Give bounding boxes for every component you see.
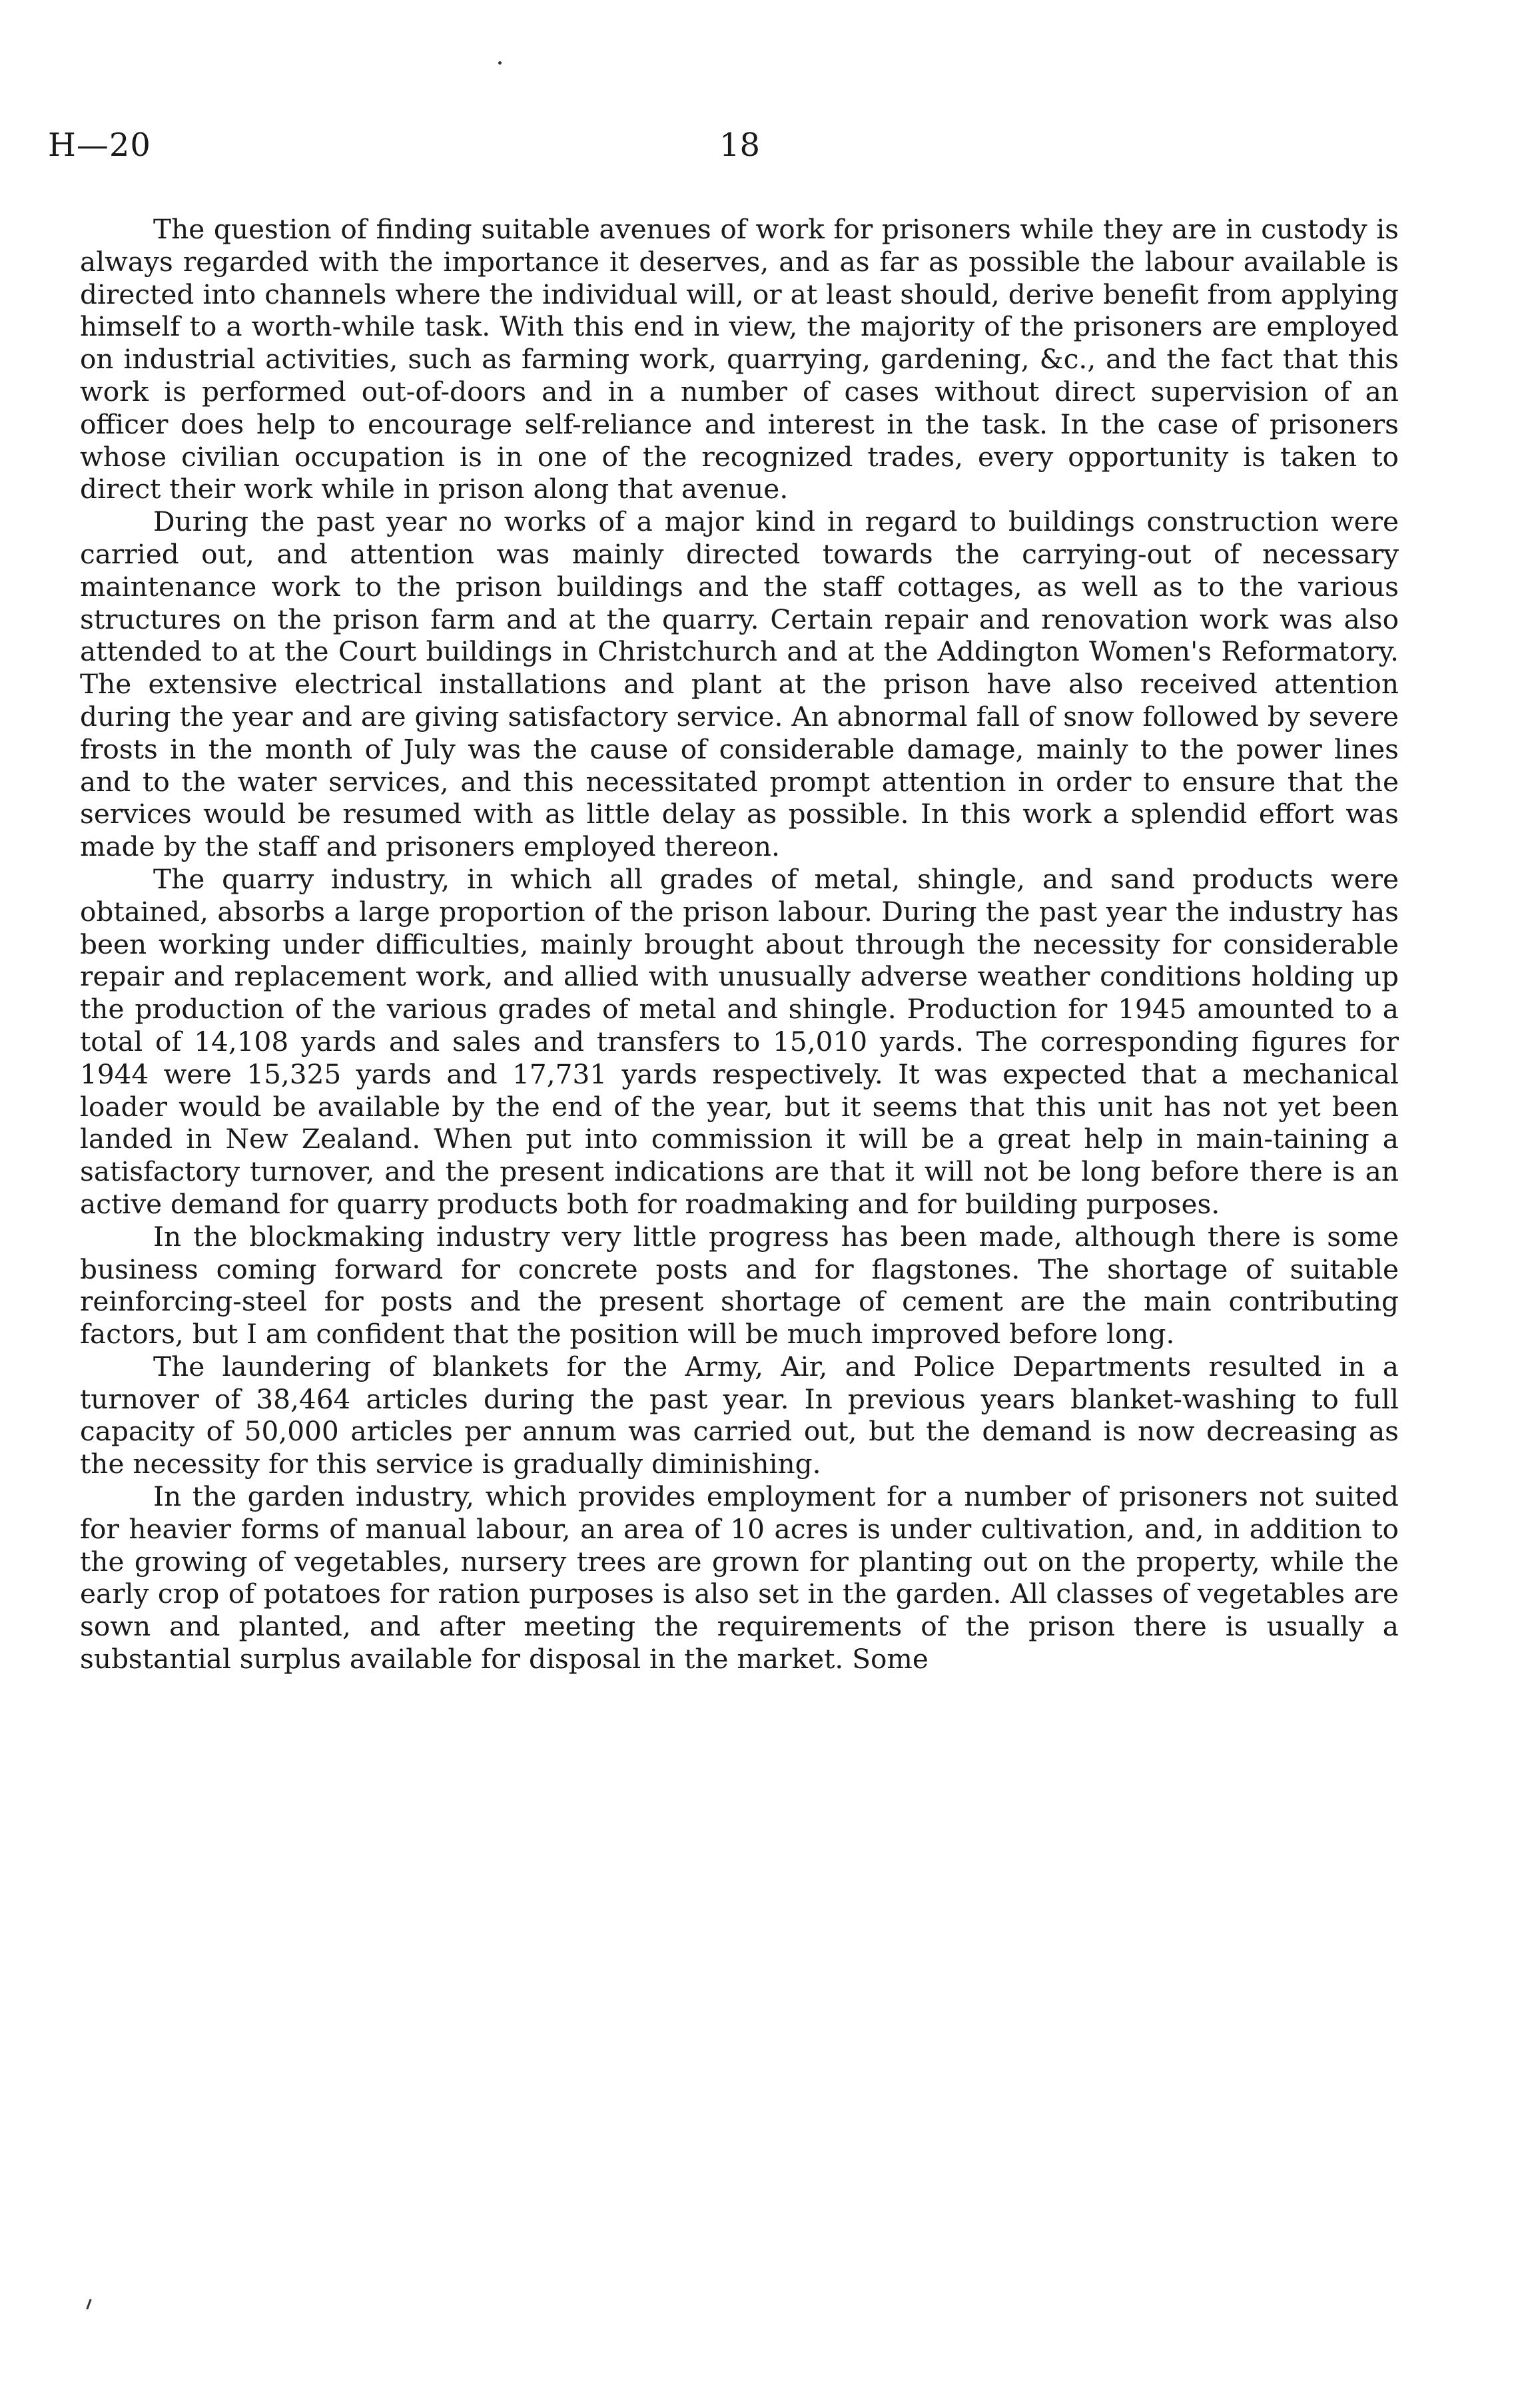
paragraph-work-avenues: The question of finding suitable avenues of work for prisoners while they are in custody is always regarded with the importance it deserves, and as far as possible the labour available is directed into channels where the individual will, or at least should, derive benefit from applying himself to a worth-while task. With this end in view, the majority of the prisoners are employed on industrial activities, such as farming work, quarrying, gardening, &c., and the fact that this work is performed out-of-doors and in a number of cases without direct supervision of an officer does help to encourage self-reliance and interest in the task. In the case of prisoners whose civilian occupation is in one of the recognized trades, every opportunity is taken to direct their work while in prison along that avenue. [80,213,1399,505]
paragraph-quarry-industry: The quarry industry, in which all grades of metal, shingle, and sand products were obtained, absorbs a large proportion of the prison labour. During the past year the industry has been working under difficulties, mainly brought about through the necessity for considerable repair and replacement work, and allied with unusually adverse weather conditions holding up the production of the various grades of metal and shingle. Production for 1945 amounted to a total of 14,108 yards and sales and transfers to 15,010 yards. The corresponding figures for 1944 were 15,325 yards and 17,731 yards respectively. It was expected that a mechanical loader would be available by the end of the year, but it seems that this unit has not yet been landed in New Zealand. When put into commission it will be a great help in main-taining a satisfactory turnover, and the present indications are that it will not be long before there is an active demand for quarry products both for roadmaking and for building purposes. [80,862,1399,1220]
scan-speck [498,61,502,65]
document-identifier: H—20 [48,127,151,164]
paragraph-buildings-maintenance: During the past year no works of a major kind in regard to buildings construction were carried out, and attention was mainly directed towards the carrying-out of necessary maintenance work to the prison buildings and the staff cottages, as well as to the various structures on the prison farm and at the quarry. Certain repair and renovation work was also attended to at the Court buildings in Christchurch and at the Addington Women's Reformatory. The extensive electrical installations and plant at the prison have also received attention during the year and are giving satisfactory service. An abnormal fall of snow followed by severe frosts in the month of July was the cause of considerable damage, mainly to the power lines and to the water services, and this necessitated prompt attention in order to ensure that the services would be resumed with as little delay as possible. In this work a splendid effort was made by the staff and prisoners employed thereon. [80,505,1399,863]
body-text [80,213,1399,1675]
paragraph-blanket-laundering: The laundering of blankets for the Army, Air, and Police Departments resulted in a turnover of 38,464 articles during the past year. In previous years blanket-washing to full capacity of 50,000 articles per annum was carried out, but the demand is now decreasing as the necessity for this service is gradually diminishing. [80,1350,1399,1480]
page-header [48,127,1416,173]
page-number: 18 [719,127,761,164]
paragraph-garden-industry: In the garden industry, which provides employment for a number of prisoners not suited for heavier forms of manual labour, an area of 10 acres is under cultivation, and, in addition to the growing of vegetables, nursery trees are grown for planting out on the property, while the early crop of potatoes for ration purposes is also set in the garden. All classes of vegetables are sown and planted, and after meeting the requirements of the prison there is usually a substantial surplus available for disposal in the market. Some [80,1480,1399,1675]
scan-mark [86,2299,91,2309]
paragraph-blockmaking-industry: In the blockmaking industry very little progress has been made, although there is some business coming forward for concrete posts and for flagstones. The shortage of suitable reinforcing-steel for posts and the present shortage of cement are the main contributing factors, but I am confident that the position will be much improved before long. [80,1220,1399,1351]
